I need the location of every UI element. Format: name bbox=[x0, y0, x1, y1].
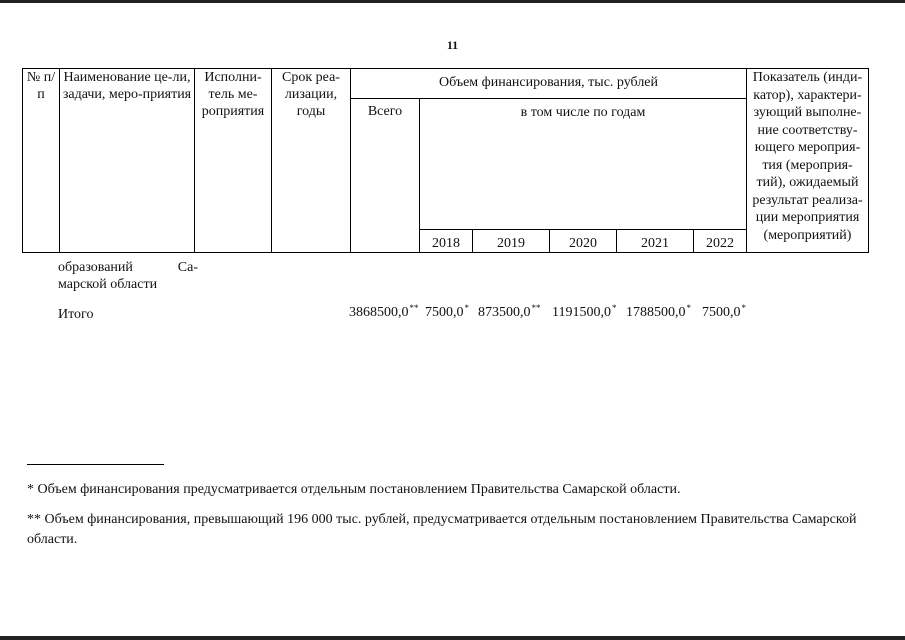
footnote-double-star: ** Объем финансирования, превышающий 196 000 тыс. рублей, предусматривается отдельным постановлением Правительства Самарской области. bbox=[27, 512, 857, 547]
header-executor: Исполни-тель ме-роприятия bbox=[195, 69, 272, 253]
footnote-separator bbox=[27, 464, 164, 465]
financing-table bbox=[22, 68, 869, 253]
total-value-2018: 7500,0* bbox=[425, 303, 469, 320]
header-by-years: в том числе по годам bbox=[420, 99, 747, 230]
header-no: № п/п bbox=[23, 69, 60, 253]
header-indicator: Показатель (инди-катор), характери-зующий выполне-ние соответству-ющего мероприя-тия (мероприя-тий), ожидаемый результат реализа-ции мероприятия (мероприятий) bbox=[747, 69, 869, 253]
total-value-2019: 873500,0** bbox=[478, 303, 541, 320]
header-total: Всего bbox=[351, 99, 420, 253]
total-value-2020: 1191500,0* bbox=[552, 303, 617, 320]
total-value-2022: 7500,0* bbox=[702, 303, 746, 320]
total-label: Итого bbox=[58, 307, 94, 322]
header-year: 2018 bbox=[420, 230, 473, 253]
header-financing: Объем финансирования, тыс. рублей bbox=[351, 69, 747, 99]
header-year: 2021 bbox=[617, 230, 694, 253]
total-value-2021: 1788500,0* bbox=[626, 303, 691, 320]
footnote-single-star: * Объем финансирования предусматривается отдельным постановлением Правительства Самарской области. bbox=[27, 482, 681, 497]
header-year: 2022 bbox=[694, 230, 747, 253]
scan-top-edge bbox=[0, 0, 905, 3]
header-year: 2020 bbox=[550, 230, 617, 253]
page-number: 11 bbox=[446, 38, 459, 52]
continued-row-text: образований Са-марской области bbox=[58, 260, 198, 292]
header-term: Срок реа-лизации, годы bbox=[272, 69, 351, 253]
header-year: 2019 bbox=[473, 230, 550, 253]
scan-bottom-edge bbox=[0, 636, 905, 640]
total-value-all: 3868500,0** bbox=[349, 303, 419, 320]
header-name: Наименование це-ли, задачи, меро-приятия bbox=[60, 69, 195, 253]
